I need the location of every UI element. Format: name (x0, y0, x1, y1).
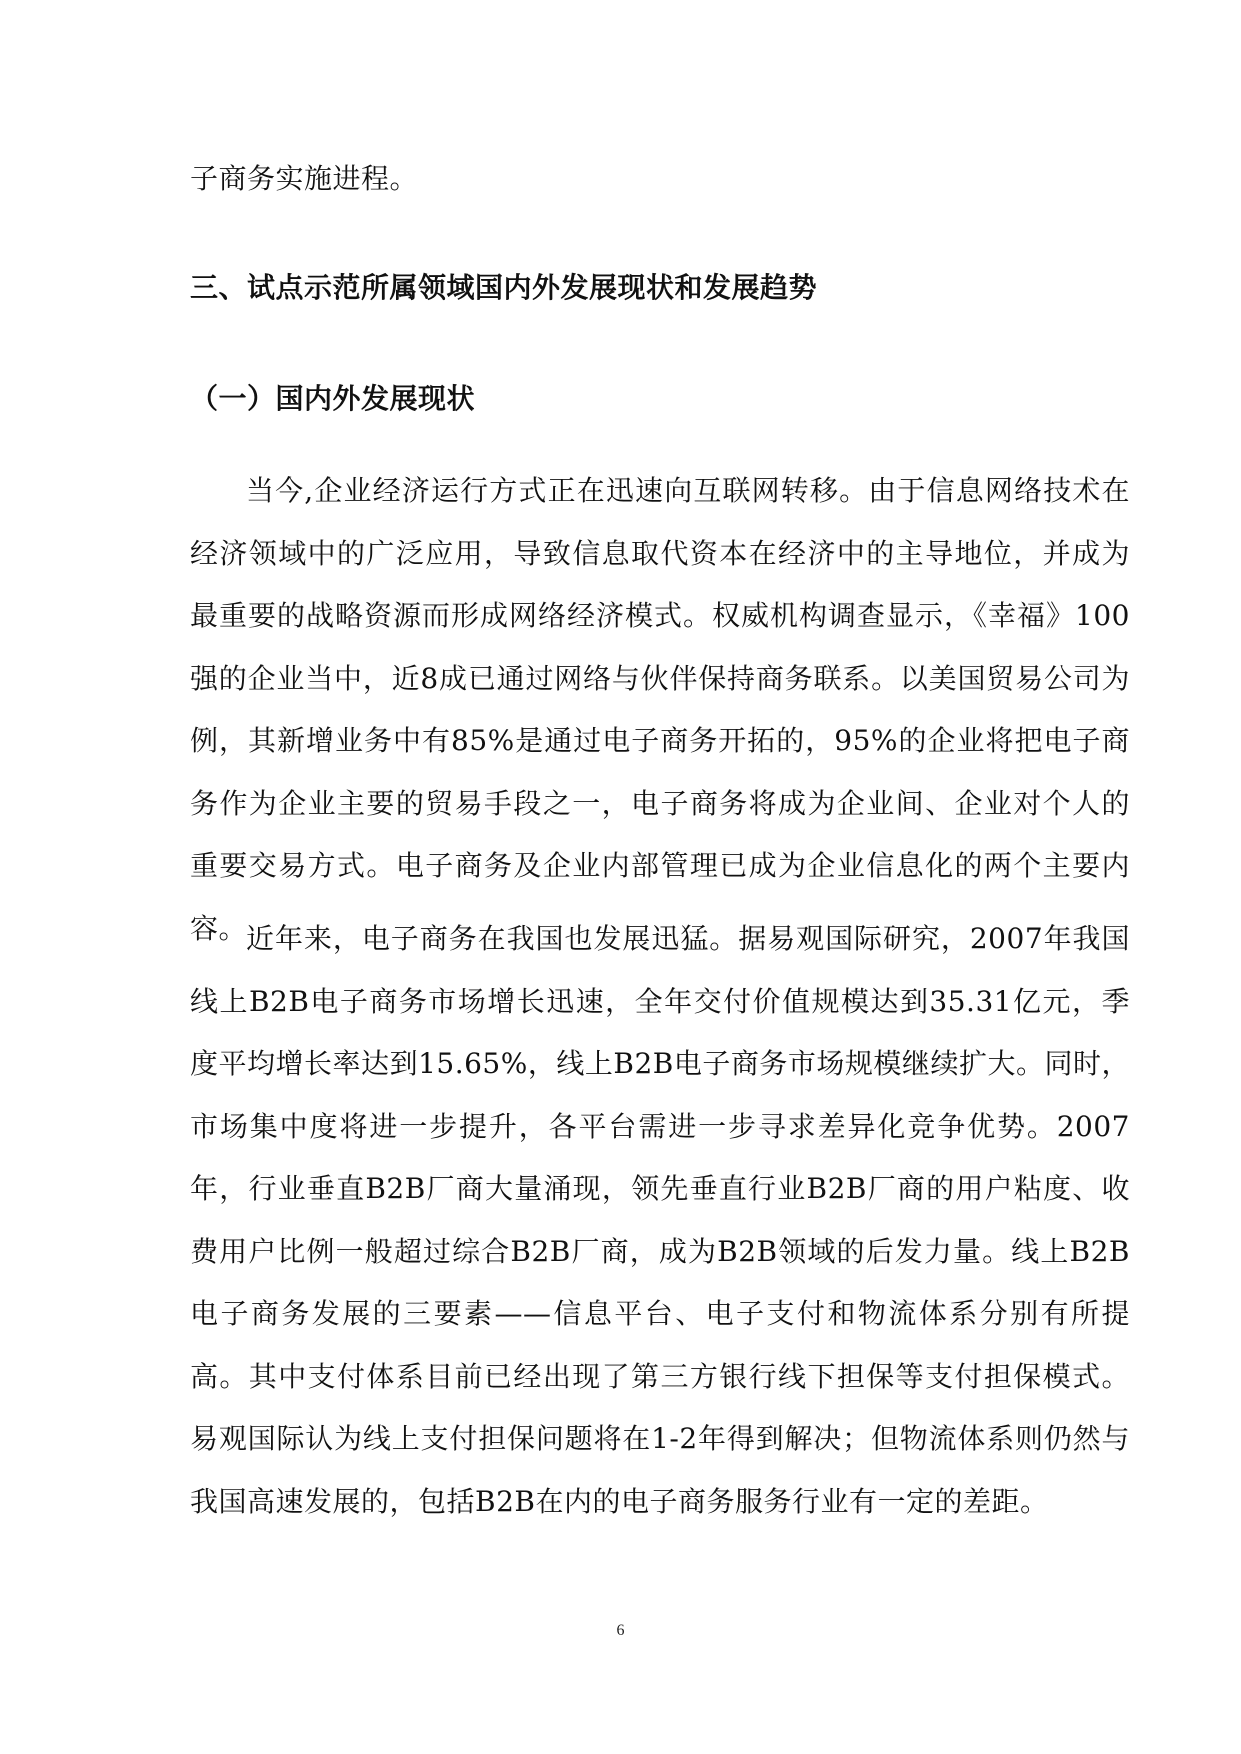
paragraph-1: 当今,企业经济运行方式正在迅速向互联网转移。由于信息网络技术在经济领域中的广泛应用，导致信息取代资本在经济中的主导地位，并成为最重要的战略资源而形成网络经济模式。权威机构调查显示，《幸福》100强的企业当中，近8成已通过网络与伙伴保持商务联系。以美国贸易公司为例，其新增业务中有85%是通过电子商务开拓的，95%的企业将把电子商务作为企业主要的贸易手段之一，电子商务将成为企业间、企业对个人的重要交易方式。电子商务及企业内部管理已成为企业信息化的两个主要内容。 (190, 474, 1130, 945)
subsection-heading: （一）国内外发展现状 (190, 382, 476, 415)
paragraph-2: 近年来，电子商务在我国也发展迅猛。据易观国际研究，2007年我国线上B2B电子商务市场增长迅速，全年交付价值规模达到35.31亿元，季度平均增长率达到15.65%，线上B2B电子商务市场规模继续扩大。同时，市场集中度将进一步提升，各平台需进一步寻求差异化竞争优势。2007年，行业垂直B2B厂商大量涌现，领先垂直行业B2B厂商的用户粘度、收费用户比例一般超过综合B2B厂商，成为B2B领域的后发力量。线上B2B电子商务发展的三要素——信息平台、电子支付和物流体系分别有所提高。其中支付体系目前已经出现了第三方银行线下担保等支付担保模式。易观国际认为线上支付担保问题将在1-2年得到解决；但物流体系则仍然与我国高速发展的，包括B2B在内的电子商务服务行业有一定的差距。 (190, 922, 1130, 1518)
continuation-text: 子商务实施进程。 (190, 162, 419, 195)
page-number: 6 (616, 1622, 625, 1639)
section-heading: 三、试点示范所属领域国内外发展现状和发展趋势 (190, 271, 818, 304)
